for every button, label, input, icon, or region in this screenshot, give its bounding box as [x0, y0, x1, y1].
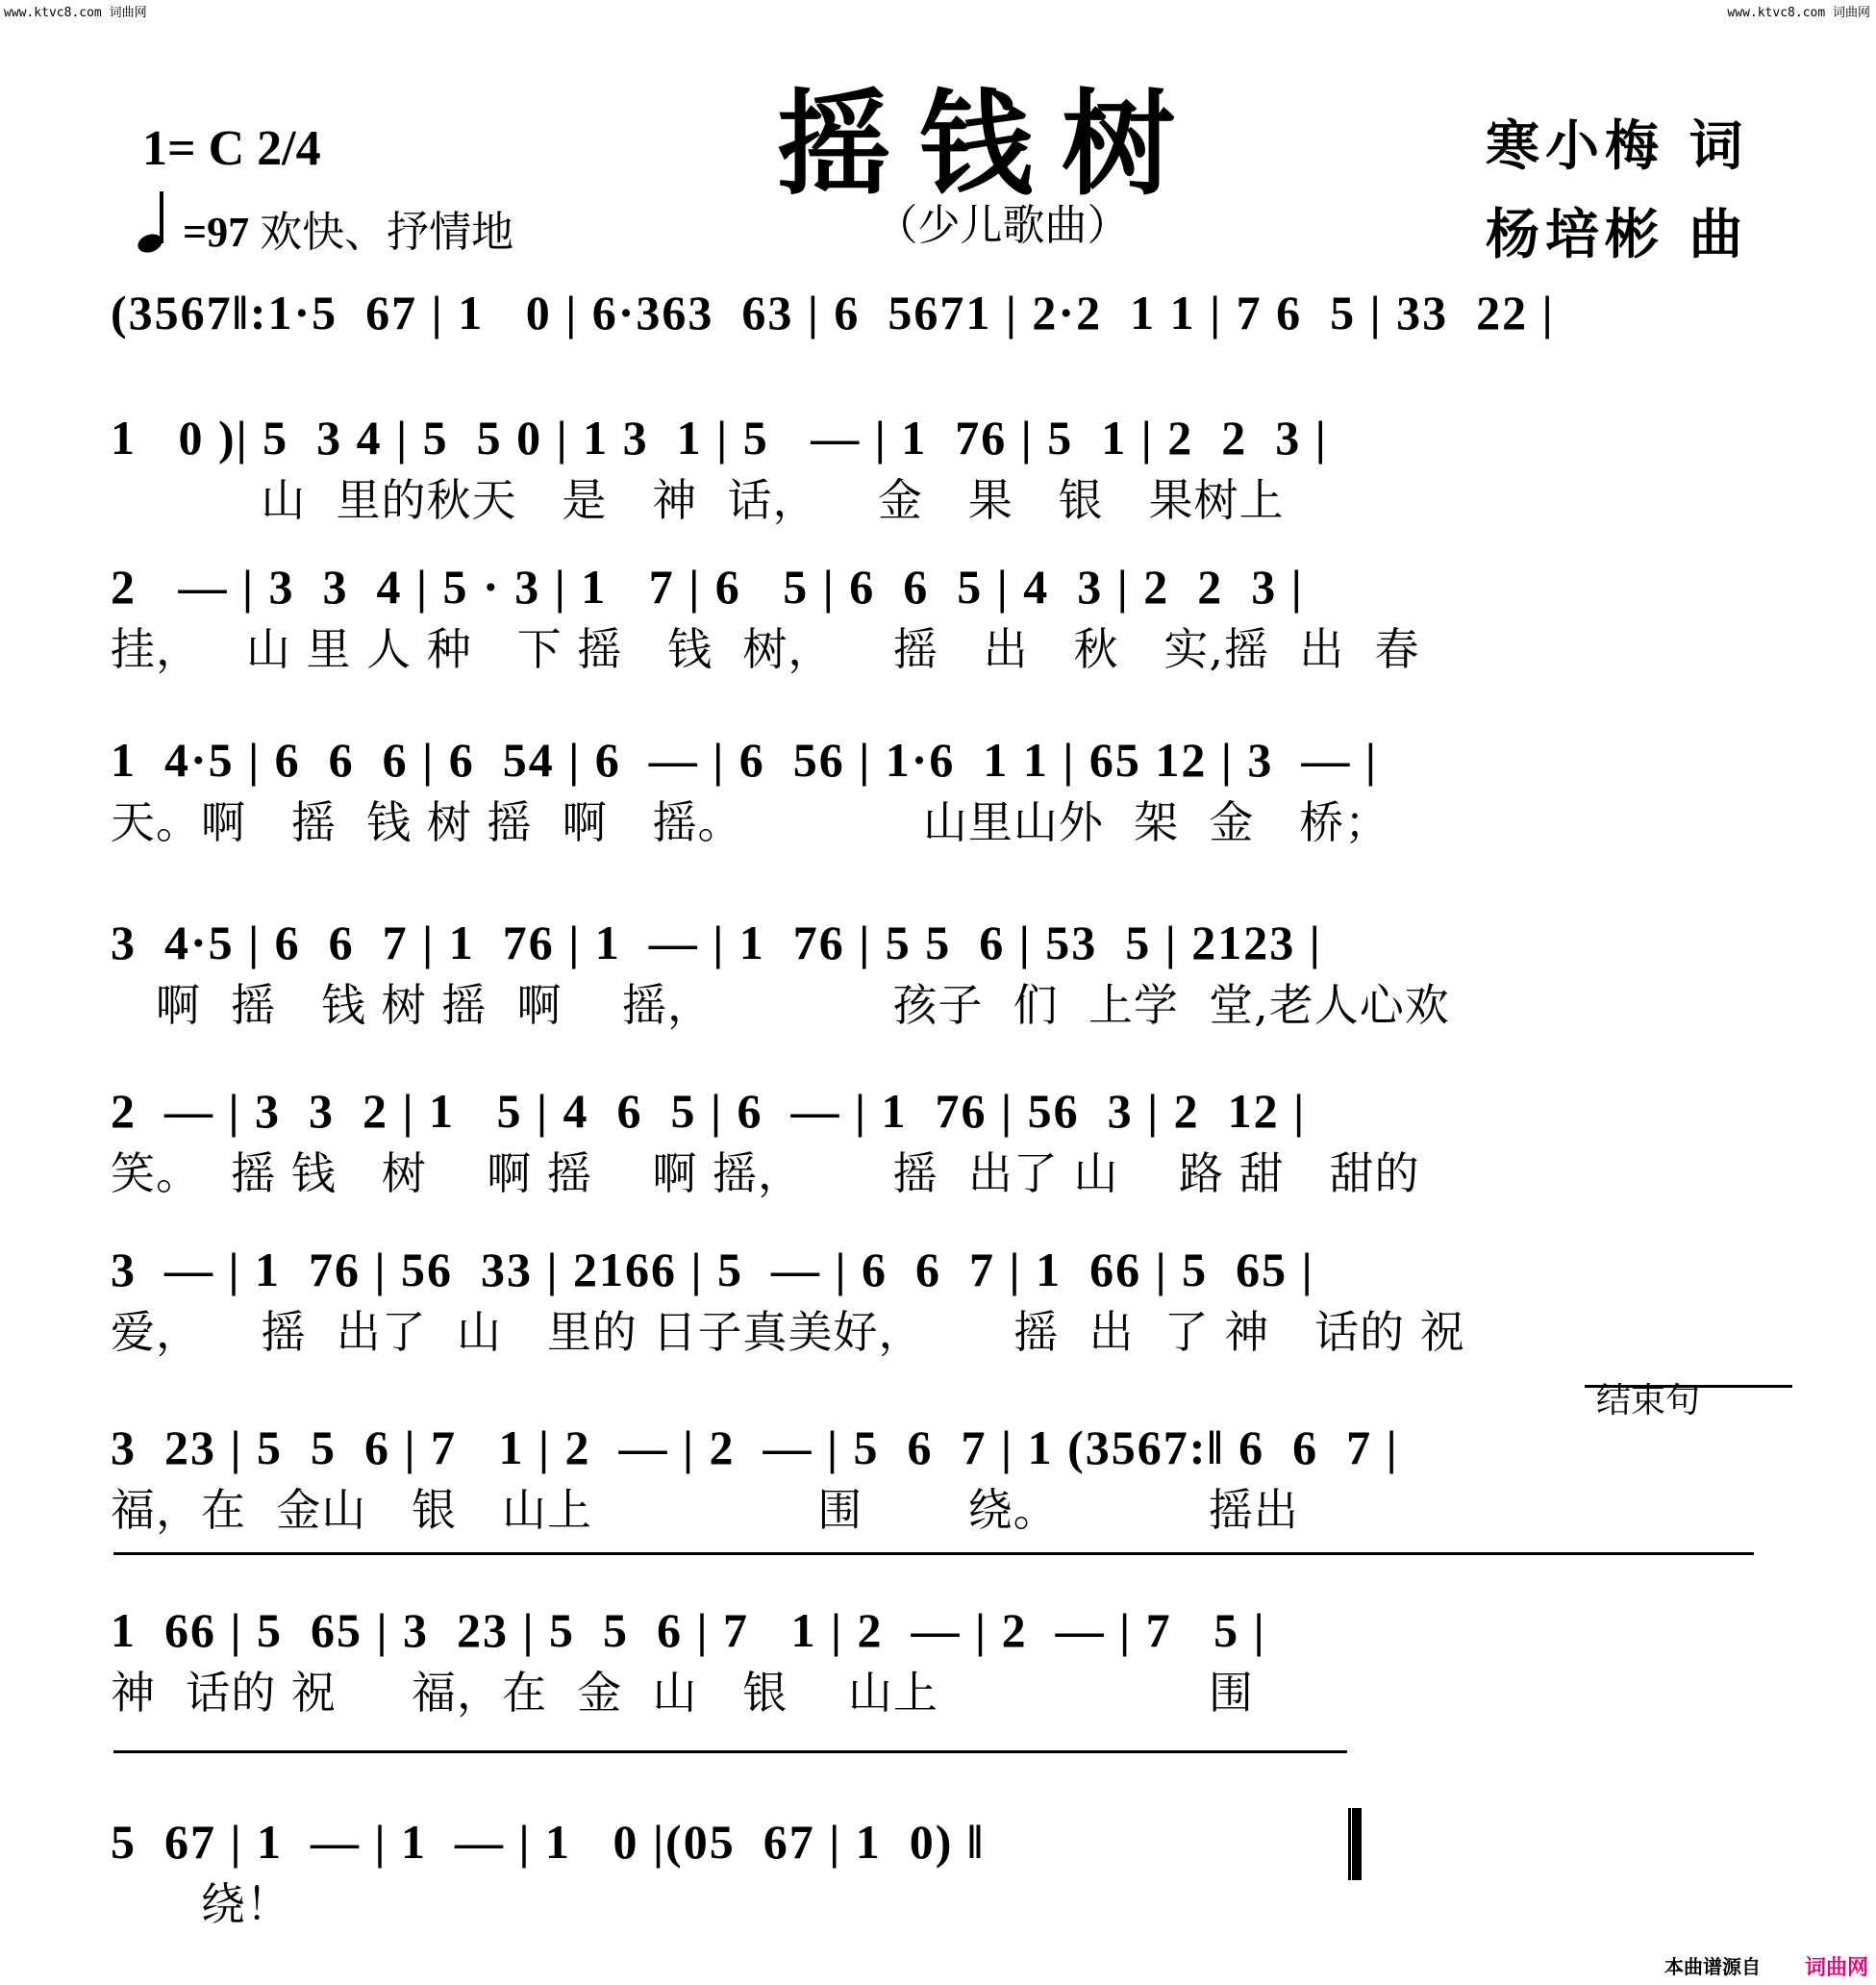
- score-system-2: [111, 404, 1769, 529]
- footer-logo: 词曲网: [1804, 1955, 1868, 1980]
- notation-line: 1 0 )| 5 3 4 | 5 5 0 | 1 3 1 | 5 — | 1 76 | 5 1 | 2 2 3 |: [111, 411, 1328, 465]
- lyrics-line: 啊 摇 钱 树 摇 啊 摇， 孩子 们 上学 堂,老人心欢: [111, 979, 1450, 1031]
- key-signature: 1= C 2/4: [142, 121, 321, 176]
- lyricist-credit: 寒小梅 词: [1486, 114, 1749, 178]
- score-system-1: [111, 279, 1769, 404]
- score-system-6: [111, 1077, 1769, 1202]
- score-system-4: [111, 726, 1769, 851]
- score-system-5: [111, 909, 1769, 1034]
- lyrics-line: 绕！: [111, 1878, 291, 1930]
- bracket-line: [113, 1750, 1347, 1753]
- final-barline: [1348, 1808, 1362, 1880]
- tempo-marking: [183, 197, 513, 259]
- section-divider: [113, 1552, 1754, 1555]
- footer-source: 本曲谱源自: [1664, 1955, 1761, 1978]
- notation-line: 2 — | 3 3 4 | 5 · 3 | 1 7 | 6 5 | 6 6 5 | 4 3 | 2 2 3 |: [111, 560, 1304, 614]
- tempo-expression: 欢快、抒情地: [260, 209, 514, 256]
- notation-line: 3 — | 1 76 | 56 33 | 2166 | 5 — | 6 6 7 | 1 66 | 5 65 |: [111, 1243, 1314, 1296]
- score-system-8: [111, 1414, 1769, 1539]
- notation-line: 3 4·5 | 6 6 7 | 1 76 | 1 — | 1 76 | 5 5 6 | 53 5 | 2123 |: [111, 916, 1322, 969]
- song-subtitle: （少儿歌曲）: [875, 201, 1130, 250]
- notation-line: 5 67 | 1 — | 1 — | 1 0 |(05 67 | 1 0) ‖: [111, 1815, 986, 1869]
- lyrics-line: 爱， 摇 出了 山 里的 日子真美好， 摇 出 了 神 话的 祝: [111, 1306, 1465, 1358]
- score-system-3: [111, 553, 1769, 678]
- notation-line: 3 23 | 5 5 6 | 7 1 | 2 — | 2 — | 5 6 7 | 1 (3567:‖ 6 6 7 |: [111, 1420, 1399, 1474]
- lyrics-line: 山 里的秋天 是 神 话， 金 果 银 果树上: [111, 474, 1285, 526]
- composer-credit: 杨培彬 曲: [1486, 203, 1749, 266]
- notation-line: 1 66 | 5 65 | 3 23 | 5 5 6 | 7 1 | 2 — | 2 — | 7 5 |: [111, 1603, 1266, 1657]
- quarter-note-icon: [137, 189, 171, 255]
- score-system-9: [111, 1596, 1769, 1721]
- lyrics-line: 神 话的 祝 福，在 金 山 银 山上 围: [111, 1667, 1255, 1719]
- score-system-10: [111, 1808, 1769, 1933]
- song-title: 摇钱树: [776, 77, 1204, 211]
- lyrics-line: [111, 346, 1769, 404]
- tempo-value: =97: [183, 209, 250, 256]
- notation-line: (3567‖:1·5 67 | 1 0 | 6·363 63 | 6 5671 | 2·2 1 1 | 7 6 5 | 33 22 |: [111, 286, 1555, 339]
- lyrics-line: 天。啊 摇 钱 树 摇 啊 摇。 山里山外 架 金 桥；: [111, 796, 1390, 848]
- lyrics-line: 笑。 摇 钱 树 啊 摇 啊 摇， 摇 出了 山 路 甜 甜的: [111, 1147, 1420, 1199]
- score-system-7: [111, 1236, 1769, 1361]
- ending-label: 结束句: [1596, 1381, 1701, 1420]
- watermark-right: www.ktvc8.com 词曲网: [1727, 6, 1870, 20]
- lyrics-line: 挂， 山 里 人 种 下 摇 钱 树， 摇 出 秋 实,摇 出 春: [111, 623, 1420, 675]
- watermark-left: www.ktvc8.com 词曲网: [4, 6, 147, 20]
- notation-line: 1 4·5 | 6 6 6 | 6 54 | 6 — | 6 56 | 1·6 1 1 | 65 12 | 3 — |: [111, 733, 1378, 787]
- lyrics-line: 福，在 金山 银 山上 围 绕。 摇出: [111, 1484, 1299, 1536]
- notation-line: 2 — | 3 3 2 | 1 5 | 4 6 5 | 6 — | 1 76 | 56 3 | 2 12 |: [111, 1084, 1307, 1138]
